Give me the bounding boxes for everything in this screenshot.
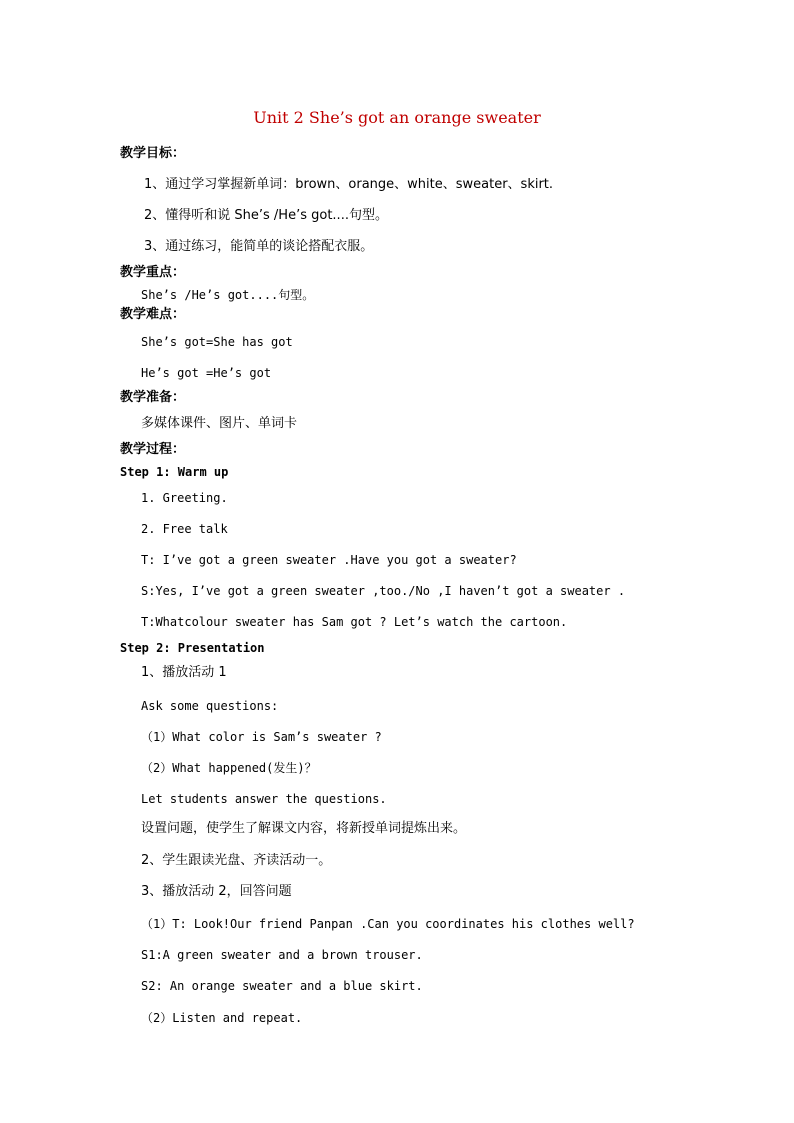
preparation-item: 多媒体课件、图片、单词卡 bbox=[141, 416, 298, 431]
step2-line: （2）Listen and repeat. bbox=[141, 1011, 303, 1025]
step2-line: （1）T: Look!Our friend Panpan .Can you coordinates his clothes well? bbox=[141, 917, 635, 931]
difficulty-item: He’s got =He’s got bbox=[141, 366, 272, 380]
step2-line: Ask some questions: bbox=[141, 699, 279, 713]
step2-line: （1）What color is Sam’s sweater ? bbox=[141, 730, 382, 744]
step2-line: 设置问题，使学生了解课文内容，将新授单词提炼出来。 bbox=[141, 821, 467, 836]
objective-item: 2、懂得听和说 She’s /He’s got....句型。 bbox=[144, 208, 388, 223]
step1-title: Step 1: Warm up bbox=[120, 465, 229, 479]
key-point-item: She’s /He’s got....句型。 bbox=[141, 288, 315, 302]
step2-line: 1、播放活动 1 bbox=[141, 665, 227, 680]
objective-item: 3、通过练习，能简单的谈论搭配衣服。 bbox=[144, 239, 374, 254]
step1-line: 2. Free talk bbox=[141, 522, 228, 536]
preparation-heading: 教学准备： bbox=[120, 390, 186, 405]
objectives-heading: 教学目标： bbox=[120, 146, 186, 161]
key-points-heading: 教学重点： bbox=[120, 265, 186, 280]
step2-line: S1:A green sweater and a brown trouser. bbox=[141, 948, 423, 962]
objective-item: 1、通过学习掌握新单词：brown、orange、white、sweater、skirt. bbox=[144, 177, 554, 192]
difficulty-item: She’s got=She has got bbox=[141, 335, 293, 349]
process-heading: 教学过程： bbox=[120, 442, 186, 457]
step2-line: 2、学生跟读光盘、齐读活动一。 bbox=[141, 853, 332, 868]
step2-line: S2: An orange sweater and a blue skirt. bbox=[141, 979, 423, 993]
step2-line: 3、播放活动 2，回答问题 bbox=[141, 884, 292, 899]
step2-line: （2）What happened(发生)？ bbox=[141, 761, 317, 775]
step1-line: T: I’ve got a green sweater .Have you got a sweater? bbox=[141, 553, 517, 567]
step1-line: 1. Greeting. bbox=[141, 491, 228, 505]
step2-title: Step 2: Presentation bbox=[120, 641, 265, 655]
step1-line: S:Yes, I’ve got a green sweater ,too./No ,I haven’t got a sweater . bbox=[141, 584, 626, 598]
step1-line: T:Whatcolour sweater has Sam got ? Let’s watch the cartoon. bbox=[141, 615, 568, 629]
difficulties-heading: 教学难点： bbox=[120, 307, 186, 322]
document-title: Unit 2 She’s got an orange sweater bbox=[253, 108, 541, 127]
step2-line: Let students answer the questions. bbox=[141, 792, 387, 806]
